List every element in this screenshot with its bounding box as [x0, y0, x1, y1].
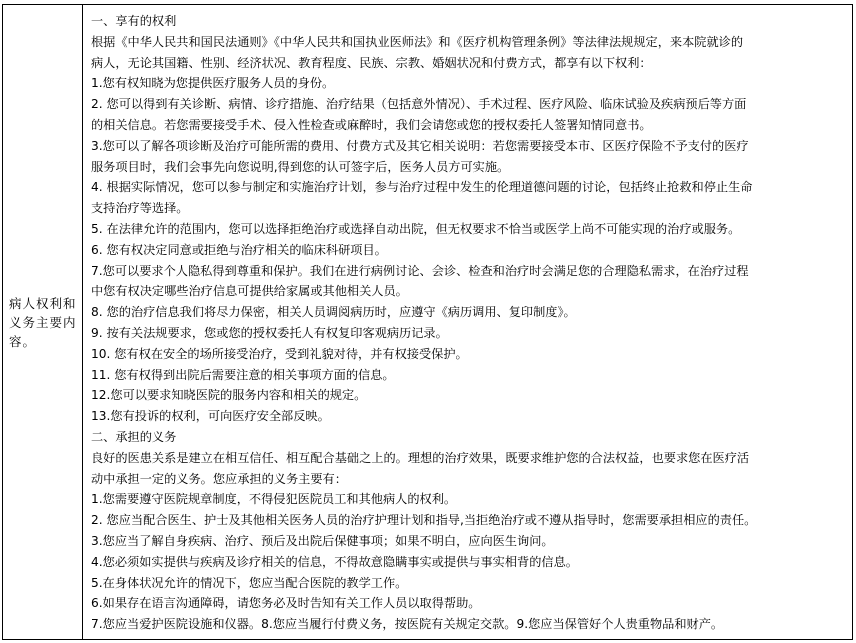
text-line: 病人，无论其国籍、性别、经济状况、教育程度、民族、宗教、婚姻状况和付费方式，都享有以下权利：: [91, 55, 652, 70]
text-line: 13.您有投诉的权利，可向医疗安全部反映。: [91, 409, 330, 424]
text-line: 10. 您有权在安全的场所接受治疗，受到礼貌对待，并有权接受保护。: [91, 346, 468, 361]
text-line: 5.在身体状况允许的情况下，您应当配合医院的教学工作。: [91, 575, 408, 590]
text-line: 7.您应当爱护医院设施和仪器。8.您应当履行付费义务，按医院有关规定交款。9.您应当保管好个人贵重物品和财产。: [91, 617, 724, 632]
row-label: 病人权利和义务主要内容。: [9, 295, 77, 349]
text-line: 2. 您可以得到有关诊断、病情、诊疗措施、治疗结果（包括意外情况）、手术过程、医疗风险、临床试验及疾病预后等方面: [91, 97, 747, 112]
text-line: 的相关信息。若您需要接受手术、侵入性检查或麻醉时，我们会请您或您的授权委托人签署知情同意书。: [91, 117, 652, 132]
text-line: 5. 在法律允许的范围内，您可以选择拒绝治疗或选择自动出院，但无权要求不恰当或医学上尚不可能实现的治疗或服务。: [91, 221, 741, 236]
text-line: 6. 您有权决定同意或拒绝与治疗相关的临床科研项目。: [91, 242, 387, 257]
text-line: 支持治疗等选择。: [91, 201, 189, 216]
text-line: 3.您应当了解自身疾病、治疗、预后及出院后保健事项；如果不明白，应向医生询问。: [91, 533, 554, 548]
text-line: 12.您可以要求知晓医院的服务内容和相关的规定。: [91, 388, 367, 403]
text-line: 根据《中华人民共和国民法通则》《中华人民共和国执业医师法》和《医疗机构管理条例》等法律法规规定，来本院就诊的: [91, 34, 744, 49]
section-heading-rights: 一、享有的权利: [91, 14, 177, 28]
text-line: 3.您可以了解各项诊断及治疗可能所需的费用、付费方式及其它相关说明：若您需要接受本市、区医疗保险不予支付的医疗: [91, 138, 749, 153]
text-line: 动中承担一定的义务。您应承担的义务主要有：: [91, 471, 347, 486]
text-line: 8. 您的治疗信息我们将尽力保密，相关人员调阅病历时，应遵守《病历调用、复印制度》。: [91, 305, 576, 320]
rights-obligations-table: [2, 4, 853, 640]
row-label-cell: [3, 5, 83, 639]
text-line: 6.如果存在语言沟通障碍，请您务必及时告知有关工作人员以取得帮助。: [91, 596, 481, 611]
text-line: 服务项目时，我们会事先向您说明,得到您的认可签字后，医务人员方可实施。: [91, 159, 510, 174]
content-cell: [83, 5, 852, 639]
text-line: 11. 您有权得到出院后需要注意的相关事项方面的信息。: [91, 367, 395, 382]
text-line: 良好的医患关系是建立在相互信任、相互配合基础之上的。理想的治疗效果，既要求维护您的合法权益，也要求您在医疗活: [91, 450, 750, 465]
text-line: 4. 根据实际情况，您可以参与制定和实施治疗计划，参与治疗过程中发生的伦理道德问题的讨论，包括终止抢救和停止生命: [91, 180, 753, 195]
text-line: 9. 按有关法规要求，您或您的授权委托人有权复印客观病历记录。: [91, 325, 448, 340]
text-line: 7.您可以要求个人隐私得到尊重和保护。我们在进行病例讨论、会诊、检查和治疗时会满足您的合理隐私需求，在治疗过程: [91, 263, 749, 278]
section-heading-obligations: 二、承担的义务: [91, 429, 177, 444]
text-line: 1.您需要遵守医院规章制度，不得侵犯医院员工和其他病人的权利。: [91, 492, 457, 507]
text-line: 中您有权决定哪些治疗信息可提供给家属或其他相关人员。: [91, 284, 408, 299]
text-line: 4.您必须如实提供与疾病及诊疗相关的信息，不得故意隐瞒事实或提供与事实相背的信息。: [91, 554, 578, 569]
text-line: 2. 您应当配合医生、护士及其他相关医务人员的治疗护理计划和指导,当拒绝治疗或不遵从指导时，您需要承担相应的责任。: [91, 513, 757, 528]
text-line: 1.您有权知晓为您提供医疗服务人员的身份。: [91, 76, 335, 91]
